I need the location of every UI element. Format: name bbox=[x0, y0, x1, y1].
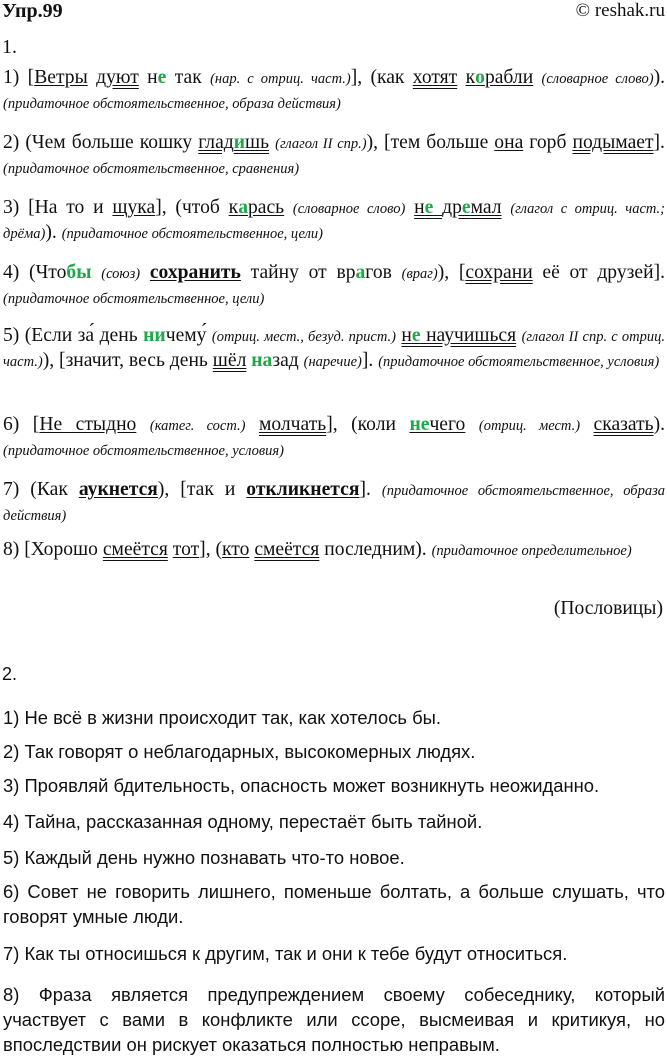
exercise-title: Упр.99 bbox=[2, 0, 63, 22]
sentence-8: 8) [Хорошо смеётся тот], (кто смеётся последним). (придаточное определительное) bbox=[3, 539, 632, 560]
sentence-7: 7) (Как аукнется), [так и откликнется]. (придаточное обстоятельственное, образа действия) bbox=[3, 479, 666, 524]
sentence-2: 2) (Чем больше кошку гладишь (глагол II спр.)), [тем больше она горб подымает]. (придаточное обстоятельственное, сравнения) bbox=[3, 132, 665, 177]
sentence-3: 3) [На то и щука], (чтоб карась (словарное слово) не дремал (глагол с отриц. част.; дрёма)). (придаточное обстоятельственное, цели) bbox=[3, 197, 665, 243]
answer-4: 4) Тайна, рассказанная одному, перестаёт быть тайной. bbox=[3, 811, 483, 832]
sentence-1: 1) [Ветры дуют не так (нар. с отриц. част.)], (как хотят корабли (словарное слово)). (придаточное обстоятельственное, образа действия) bbox=[3, 67, 666, 112]
page-header bbox=[0, 0, 667, 24]
sentence-6: 6) [Не стыдно (катег. сост.) молчать], (коли нечего (отриц. мест.) сказать). (придаточное обстоятельственное, условия) bbox=[3, 414, 666, 459]
answer-1: 1) Не всё в жизни происходит так, как хотелось бы. bbox=[3, 707, 441, 728]
copyright: © reshak.ru bbox=[575, 0, 665, 21]
answer-2: 2) Так говорят о неблагодарных, высокомерных людях. bbox=[3, 741, 476, 762]
sentence-4: 4) (Чтобы (союз) сохранить тайну от врагов (враг)), [сохрани её от друзей]. (придаточное обстоятельственное, цели) bbox=[3, 262, 665, 307]
answer-3: 3) Проявляй бдительность, опасность может возникнуть неожиданно. bbox=[3, 775, 600, 796]
answer-5: 5) Каждый день нужно познавать что-то новое. bbox=[3, 847, 405, 868]
part2-number: 2. bbox=[2, 664, 18, 684]
source-label: (Пословицы) bbox=[553, 598, 663, 619]
answer-6: 6) Совет не говорить лишнего, поменьше болтать, а больше слушать, что говорят умные люди. bbox=[3, 881, 665, 927]
part1-number: 1. bbox=[2, 36, 17, 58]
answer-7: 7) Как ты относишься к другим, так и они к тебе будут относиться. bbox=[3, 943, 568, 964]
sentence-5: 5) (Если за́ день ничему́ (отриц. мест., безуд. прист.) не научишься (глагол II спр. с отриц. част.)), [значит, весь день шёл назад (наречие)]. (придаточное обстоятельственное, условия) bbox=[3, 325, 665, 371]
answer-8: 8) Фраза является предупреждением своему собеседнику, который участвует с вами в конфликте или ссоре, высмеивая и критикуя, но впоследствии он рискует оказаться полностью неправым. bbox=[3, 984, 665, 1055]
